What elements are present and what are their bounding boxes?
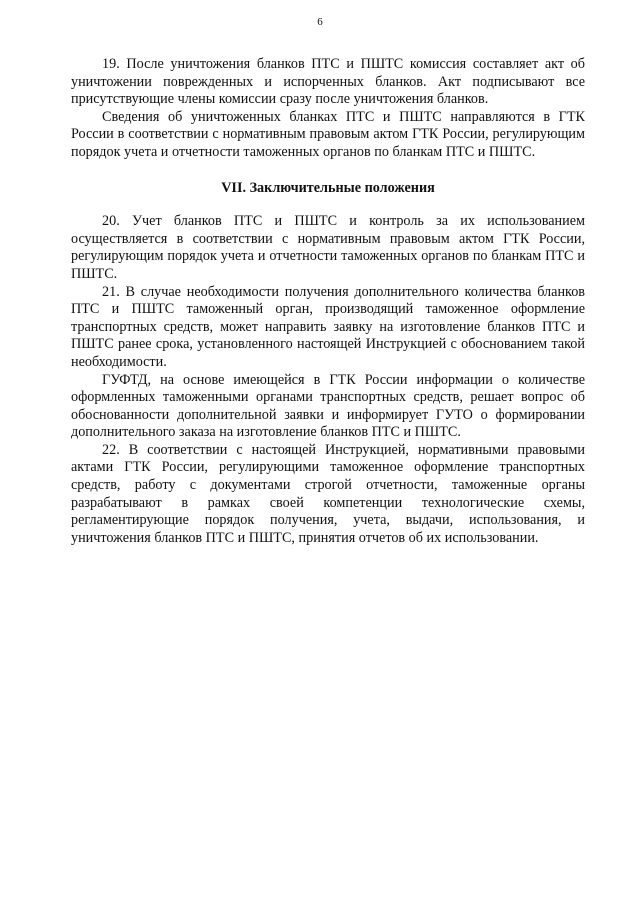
page-number: 6 <box>317 16 323 28</box>
paragraph-21: 21. В случае необходимости получения дополнительного количества бланков ПТС и ПШТС таможенный орган, производящий таможенное оформление транспортных средств, может направить заявку на изготовление бланков ПТС и ПШТС ранее срока, установленного настоящей Инструкцией с обоснованием такой необходимости. <box>71 283 585 370</box>
paragraph-guftd: ГУФТД, на основе имеющейся в ГТК России информации о количестве оформленных таможенными органами транспортных средств, решает вопрос об обоснованности дополнительной заявки и информирует ГУТО о формировании дополнительного заказа на изготовление бланков ПТС и ПШТС. <box>71 371 585 441</box>
section-heading: VII. Заключительные положения <box>221 179 435 196</box>
paragraph-22: 22. В соответствии с настоящей Инструкцией, нормативными правовыми актами ГТК России, регулирующими таможенное оформление транспортных средств, работу с документами строгой отчетности, таможенные органы разрабатывают в рамках своей компетенции технологические схемы, регламентирующие порядок получения, учета, выдачи, использования, и уничтожения бланков ПТС и ПШТС, принятия отчетов об их использовании. <box>71 441 585 546</box>
document-body <box>71 56 585 547</box>
paragraph-20: 20. Учет бланков ПТС и ПШТС и контроль за их использованием осуществляется в соответствии с нормативным правовым актом ГТК России, регулирующим порядок учета и отчетности таможенных органов по бланкам ПТС и ПШТС. <box>71 213 585 282</box>
paragraph-destroyed-forms-info: Сведения об уничтоженных бланках ПТС и ПШТС направляются в ГТК России в соответствии с нормативным правовым актом ГТК России, регулирующим порядок учета и отчетности таможенных органов по бланкам ПТС и ПШТС. <box>71 108 585 160</box>
paragraph-19: 19. После уничтожения бланков ПТС и ПШТС комиссия составляет акт об уничтожении поврежденных и испорченных бланков. Акт подписывают все присутствующие члены комиссии сразу после уничтожения бланков. <box>71 56 585 108</box>
